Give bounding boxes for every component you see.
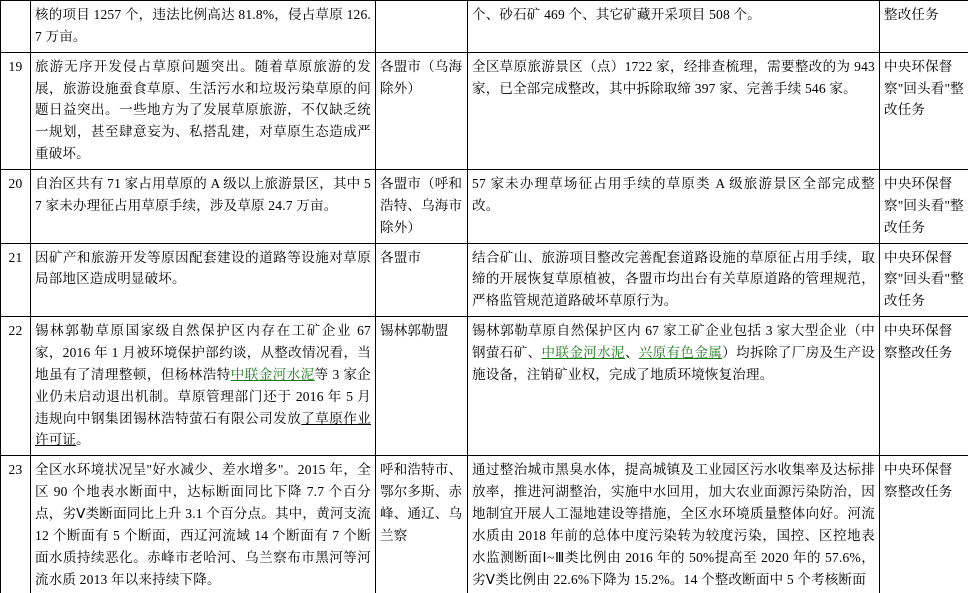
row-number: 20 (1, 170, 31, 244)
row-number: 19 (1, 52, 31, 169)
table-row (1, 243, 968, 317)
text-run: ）均拆除了厂房及生产设施设备，注销矿业权，完成了地质环境恢复治理。 (472, 345, 875, 382)
row-type: 整改任务 (880, 1, 968, 53)
text-run: 中联金河水泥 (230, 366, 315, 382)
table-row (1, 317, 968, 456)
text-run: 等 3 家企业仍未启动退出机制。草原管理部门还于 2016 年 5 月违规向中钢集团锡林浩特萤石有限公司发放 (35, 366, 372, 426)
row-number: 23 (1, 456, 31, 593)
text-run: 了草原作业许可证 (35, 410, 371, 448)
row-issue: 核的项目 1257 个，违法比例高达 81.8%，侵占草原 126.7 万亩。 (31, 1, 376, 53)
text-run: 锡林郭勒草原自然保护区内 67 家工矿企业包括 3 家大型企业（中钢萤石矿、 (472, 323, 875, 361)
row-number (1, 1, 31, 53)
text-run: 。 (76, 432, 90, 448)
row-issue: 自治区共有 71 家占用草原的 A 级以上旅游景区，其中 57 家未办理征占用草原手续，涉及草原 24.7 万亩。 (31, 170, 376, 244)
text-run: 中联金河水泥 (541, 345, 625, 361)
row-issue: 旅游无序开发侵占草原问题突出。随着草原旅游的发展，旅游设施蚕食草原、生活污水和垃圾污染草原的问题日益突出。一些地方为了发展草原旅游，不仅缺乏统一规划，甚至肆意妄为、私搭乱建，对草原生态造成严重破坏。 (31, 52, 376, 169)
row-region: 各盟市（呼和浩特、乌海市除外） (376, 170, 468, 244)
row-region (376, 1, 468, 53)
table-row (1, 170, 968, 244)
row-issue: 全区水环境状况呈"好水减少、差水增多"。2015 年，全区 90 个地表水断面中，达标断面同比下降 7.7 个百分点，劣Ⅴ类断面同比上升 3.1 个百分点。其中，黄河支流 12 个断面有 5 个断面，西辽河流域 14 个断面有 7 个断面水质持续恶化。赤峰市老哈河、乌兰察布市黑河等河流水质 2013 年以来持续下降。 (31, 456, 376, 593)
row-measure (468, 317, 880, 456)
row-type: 中央环保督察"回头看"整改任务 (880, 52, 968, 169)
row-measure: 57 家未办理草场征占用手续的草原类 A 级旅游景区全部完成整改。 (468, 170, 880, 244)
row-measure: 结合矿山、旅游项目整改完善配套道路设施的草原征占用手续，取缔的开展恢复草原植被，各盟市均出台有关草原道路的管理规范，严格监管规范道路破坏草原行为。 (468, 243, 880, 317)
row-measure: 通过整治城市黑臭水体，提高城镇及工业园区污水收集率及达标排放率，推进河湖整治，实施中水回用，加大农业面源污染防治，因地制宜开展人工湿地建设等措施，全区水环境质量整体向好。河流水质由 2018 年前的总体中度污染转为较度污染，国控、区控地表水监测断面Ⅰ~Ⅲ类比例由 2016 年的 50%提高至 2020 年的 57.6%，劣Ⅴ类比例由 22.6%下降为 15.2%。14 个整改断面中 5 个考核断面 (468, 456, 880, 593)
row-region: 各盟市 (376, 243, 468, 317)
text-run: 兴原有色金属 (638, 345, 723, 361)
row-measure: 个、砂石矿 469 个、其它矿藏开采项目 508 个。 (468, 1, 880, 53)
row-number: 21 (1, 243, 31, 317)
row-region: 锡林郭勒盟 (376, 317, 468, 456)
table-row (1, 52, 968, 169)
table-row (1, 1, 968, 53)
row-type: 中央环保督察整改任务 (880, 456, 968, 593)
table-body (1, 1, 968, 593)
table-row (1, 456, 968, 593)
text-run: 、 (624, 345, 639, 361)
row-type: 中央环保督察"回头看"整改任务 (880, 243, 968, 317)
row-number: 22 (1, 317, 31, 456)
row-type: 中央环保督察"回头看"整改任务 (880, 170, 968, 244)
row-issue: 因矿产和旅游开发等原因配套建设的道路等设施对草原局部地区造成明显破坏。 (31, 243, 376, 317)
row-type: 中央环保督察整改任务 (880, 317, 968, 456)
row-issue (31, 317, 376, 456)
row-region: 呼和浩特市、鄂尔多斯、赤峰、通辽、乌兰察 (376, 456, 468, 593)
text-run: 锡林郭勒草原国家级自然保护区内存在工矿企业 67 家，2016 年 1 月被环境保护部约谈，从整改情况看，当地虽有了清理整顿，但杨林浩特 (35, 323, 371, 382)
row-measure: 全区草原旅游景区（点）1722 家，经排查梳理，需要整改的为 943 家，已全部完成整改，其中拆除取缔 397 家、完善手续 546 家。 (468, 52, 880, 169)
row-region: 各盟市（乌海除外） (376, 52, 468, 169)
